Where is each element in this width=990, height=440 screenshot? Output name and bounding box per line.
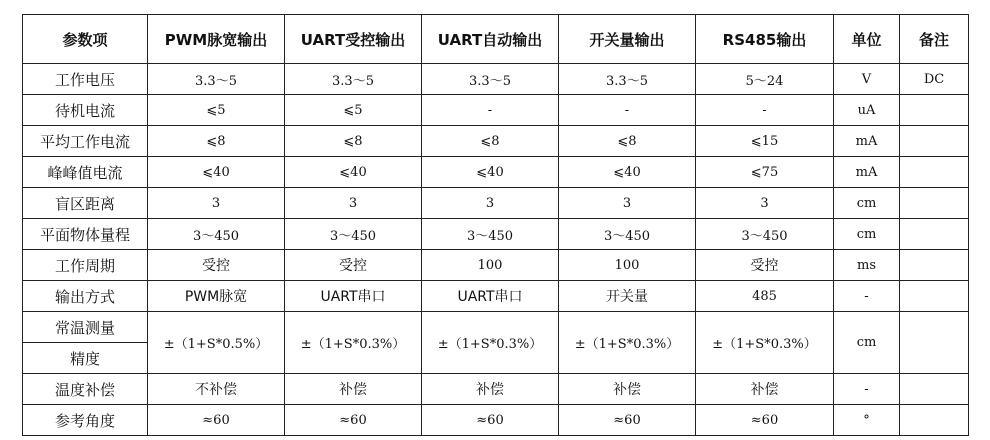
row-label: 平均工作电流	[23, 126, 148, 157]
table-cell: 3～450	[559, 219, 696, 250]
table-cell: 3	[559, 188, 696, 219]
table-cell: ⩽8	[559, 126, 696, 157]
unit-cell: °	[834, 405, 900, 436]
spec-table	[22, 14, 969, 436]
note-cell: DC	[900, 64, 969, 95]
table-cell: 3	[285, 188, 422, 219]
table-cell: UART串口	[285, 281, 422, 312]
table-cell: ⩽40	[559, 157, 696, 188]
table-cell: ⩽8	[148, 126, 285, 157]
table-cell: 补偿	[285, 374, 422, 405]
row-label: 盲区距离	[23, 188, 148, 219]
table-cell: ⩽5	[148, 95, 285, 126]
row-label: 工作周期	[23, 250, 148, 281]
table-cell: 补偿	[696, 374, 834, 405]
row-label: 待机电流	[23, 95, 148, 126]
table-row	[23, 405, 969, 436]
row-label-accuracy-line1: 常温测量	[23, 312, 148, 343]
row-label: 平面物体量程	[23, 219, 148, 250]
table-cell: 100	[559, 250, 696, 281]
header-uart-auto: UART自动输出	[422, 15, 559, 64]
table-cell: 485	[696, 281, 834, 312]
table-cell: 开关量	[559, 281, 696, 312]
note-cell	[900, 405, 969, 436]
note-cell	[900, 188, 969, 219]
unit-cell: V	[834, 64, 900, 95]
header-switch: 开关量输出	[559, 15, 696, 64]
table-cell: 100	[422, 250, 559, 281]
table-cell: ⩽15	[696, 126, 834, 157]
table-cell: ≈60	[696, 405, 834, 436]
header-uart-controlled: UART受控输出	[285, 15, 422, 64]
table-row	[23, 281, 969, 312]
table-cell: 补偿	[422, 374, 559, 405]
table-cell: ⩽40	[285, 157, 422, 188]
table-cell: 3～450	[285, 219, 422, 250]
table-cell: 受控	[696, 250, 834, 281]
table-cell: 受控	[285, 250, 422, 281]
header-unit: 单位	[834, 15, 900, 64]
note-cell	[900, 95, 969, 126]
unit-cell: ms	[834, 250, 900, 281]
table-cell: ⩽75	[696, 157, 834, 188]
table-cell: -	[696, 95, 834, 126]
table-row	[23, 95, 969, 126]
note-cell	[900, 374, 969, 405]
note-cell	[900, 157, 969, 188]
unit-cell: cm	[834, 219, 900, 250]
table-cell: ≈60	[285, 405, 422, 436]
unit-cell: mA	[834, 126, 900, 157]
table-cell: 不补偿	[148, 374, 285, 405]
table-cell: 3.3～5	[422, 64, 559, 95]
table-cell: ≈60	[148, 405, 285, 436]
table-cell: UART串口	[422, 281, 559, 312]
table-cell: ±（1+S*0.3%）	[696, 312, 834, 374]
note-cell	[900, 250, 969, 281]
unit-cell: mA	[834, 157, 900, 188]
table-row	[23, 64, 969, 95]
table-row	[23, 219, 969, 250]
table-cell: 3	[422, 188, 559, 219]
unit-cell: cm	[834, 312, 900, 374]
table-cell: ±（1+S*0.3%）	[422, 312, 559, 374]
note-cell	[900, 281, 969, 312]
table-cell: 3～450	[696, 219, 834, 250]
note-cell	[900, 312, 969, 374]
table-cell: ⩽40	[148, 157, 285, 188]
table-cell: 3.3～5	[285, 64, 422, 95]
table-cell: ⩽8	[285, 126, 422, 157]
table-cell: 3	[696, 188, 834, 219]
unit-cell: -	[834, 281, 900, 312]
table-row	[23, 250, 969, 281]
table-cell: ≈60	[559, 405, 696, 436]
header-pwm: PWM脉宽输出	[148, 15, 285, 64]
note-cell	[900, 126, 969, 157]
table-cell: ±（1+S*0.3%）	[285, 312, 422, 374]
table-cell: PWM脉宽	[148, 281, 285, 312]
table-cell: -	[559, 95, 696, 126]
unit-cell: cm	[834, 188, 900, 219]
unit-cell: -	[834, 374, 900, 405]
table-cell: ⩽40	[422, 157, 559, 188]
header-row	[23, 15, 969, 64]
header-param: 参数项	[23, 15, 148, 64]
note-cell	[900, 219, 969, 250]
table-row	[23, 374, 969, 405]
table-row	[23, 188, 969, 219]
table-cell: -	[422, 95, 559, 126]
table-row	[23, 126, 969, 157]
table-cell: ⩽5	[285, 95, 422, 126]
table-cell: ⩽8	[422, 126, 559, 157]
header-rs485: RS485输出	[696, 15, 834, 64]
header-note: 备注	[900, 15, 969, 64]
table-cell: ±（1+S*0.5%）	[148, 312, 285, 374]
row-label: 输出方式	[23, 281, 148, 312]
table-cell: 5～24	[696, 64, 834, 95]
table-cell: 3	[148, 188, 285, 219]
row-label-accuracy-line2: 精度	[23, 343, 148, 374]
row-label: 参考角度	[23, 405, 148, 436]
row-label: 峰峰值电流	[23, 157, 148, 188]
table-cell: 3～450	[148, 219, 285, 250]
table-cell: ≈60	[422, 405, 559, 436]
table-cell: ±（1+S*0.3%）	[559, 312, 696, 374]
row-label: 工作电压	[23, 64, 148, 95]
table-cell: 受控	[148, 250, 285, 281]
table-cell: 3.3～5	[148, 64, 285, 95]
table-cell: 3～450	[422, 219, 559, 250]
table-row-accuracy	[23, 312, 969, 343]
table-cell: 3.3～5	[559, 64, 696, 95]
row-label: 温度补偿	[23, 374, 148, 405]
unit-cell: uA	[834, 95, 900, 126]
table-row	[23, 157, 969, 188]
table-cell: 补偿	[559, 374, 696, 405]
